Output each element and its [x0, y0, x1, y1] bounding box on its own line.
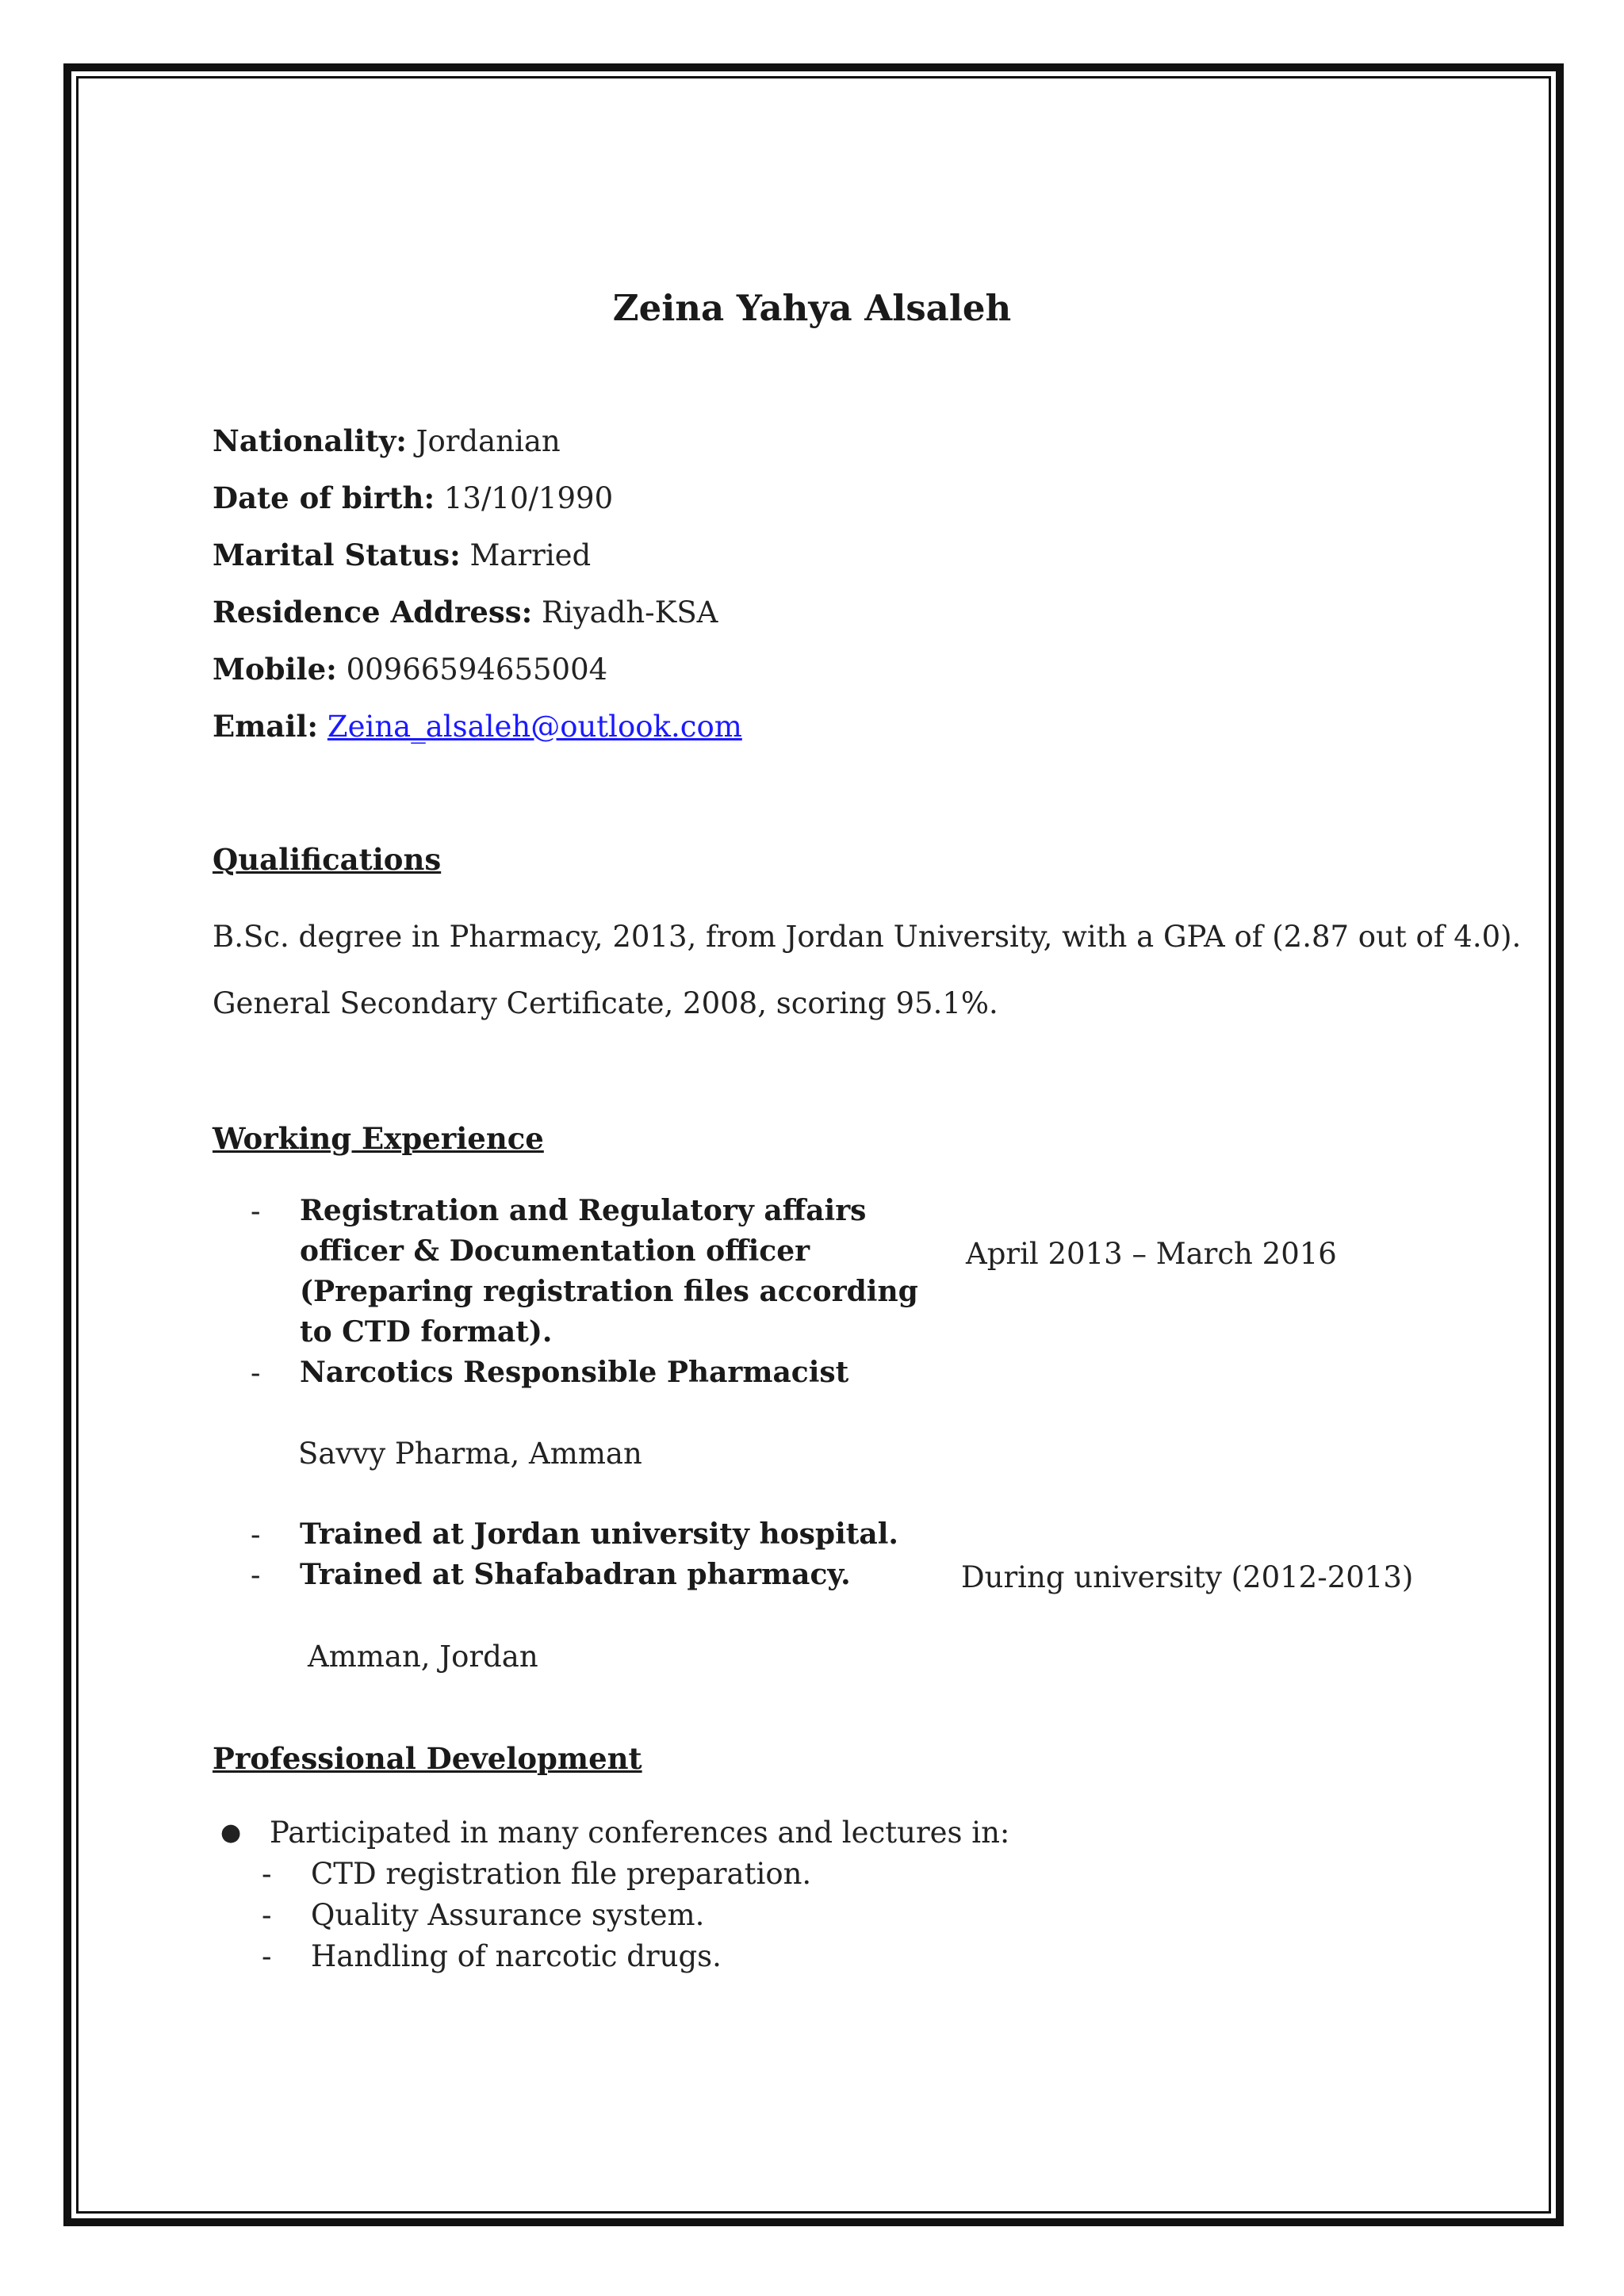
email-link[interactable]: Zeina_alsaleh@outlook.com	[327, 710, 742, 744]
address-value: Riyadh-KSA	[532, 595, 718, 629]
job1-date: April 2013 – March 2016	[966, 1237, 1337, 1271]
nationality-value: Jordanian	[406, 424, 561, 458]
email-label: Email:	[213, 709, 319, 744]
mobile-label: Mobile:	[213, 652, 337, 687]
development-item: Handling of narcotic drugs.	[311, 1939, 722, 1973]
list-dash: -	[262, 1857, 272, 1891]
list-dash: -	[251, 1194, 261, 1228]
address-row	[213, 595, 718, 629]
list-dash: -	[262, 1898, 272, 1932]
list-dash: -	[251, 1517, 261, 1552]
marital-status-label: Marital Status:	[213, 538, 461, 572]
candidate-name: Zeina Yahya Alsaleh	[612, 287, 1012, 329]
dob-value: 13/10/1990	[435, 481, 614, 515]
job1-title-line: (Preparing registration files according	[300, 1275, 918, 1308]
marital-status-row	[213, 538, 591, 572]
development-item: Quality Assurance system.	[311, 1898, 705, 1932]
qualifications-heading: Qualifications	[213, 842, 442, 877]
list-dash: -	[251, 1356, 261, 1390]
list-dash: -	[262, 1939, 272, 1973]
training-place: Amman, Jordan	[308, 1640, 538, 1674]
qualification-item: B.Sc. degree in Pharmacy, 2013, from Jordan University, with a GPA of (2.87 out of 4.0).	[213, 920, 1522, 954]
bullet-icon: ●	[220, 1819, 242, 1846]
training-item: Trained at Jordan university hospital.	[300, 1517, 898, 1551]
nationality-label: Nationality:	[213, 423, 407, 458]
job1-title-line: to CTD format).	[300, 1315, 553, 1349]
address-label: Residence Address:	[213, 595, 533, 629]
qualification-item: General Secondary Certificate, 2008, scoring 95.1%.	[213, 986, 998, 1020]
development-intro: Participated in many conferences and lectures in:	[270, 1816, 1010, 1850]
development-item: CTD registration file preparation.	[311, 1857, 812, 1891]
mobile-value: 00966594655004	[336, 652, 608, 687]
experience-heading: Working Experience	[213, 1121, 544, 1156]
nationality-row	[213, 423, 561, 458]
dob-label: Date of birth:	[213, 480, 435, 515]
training-date: During university (2012-2013)	[961, 1560, 1414, 1594]
job1-place: Savvy Pharma, Amman	[298, 1437, 642, 1471]
mobile-row	[213, 652, 607, 687]
dob-row	[213, 480, 613, 515]
development-heading: Professional Development	[213, 1741, 642, 1776]
list-dash: -	[251, 1558, 261, 1592]
training-item: Trained at Shafabadran pharmacy.	[300, 1558, 851, 1591]
marital-status-value: Married	[460, 538, 592, 572]
job1-title-line: officer & Documentation officer	[300, 1234, 810, 1268]
job1-role2: Narcotics Responsible Pharmacist	[300, 1356, 849, 1389]
job1-title-line: Registration and Regulatory affairs	[300, 1194, 867, 1227]
email-row	[213, 709, 742, 744]
